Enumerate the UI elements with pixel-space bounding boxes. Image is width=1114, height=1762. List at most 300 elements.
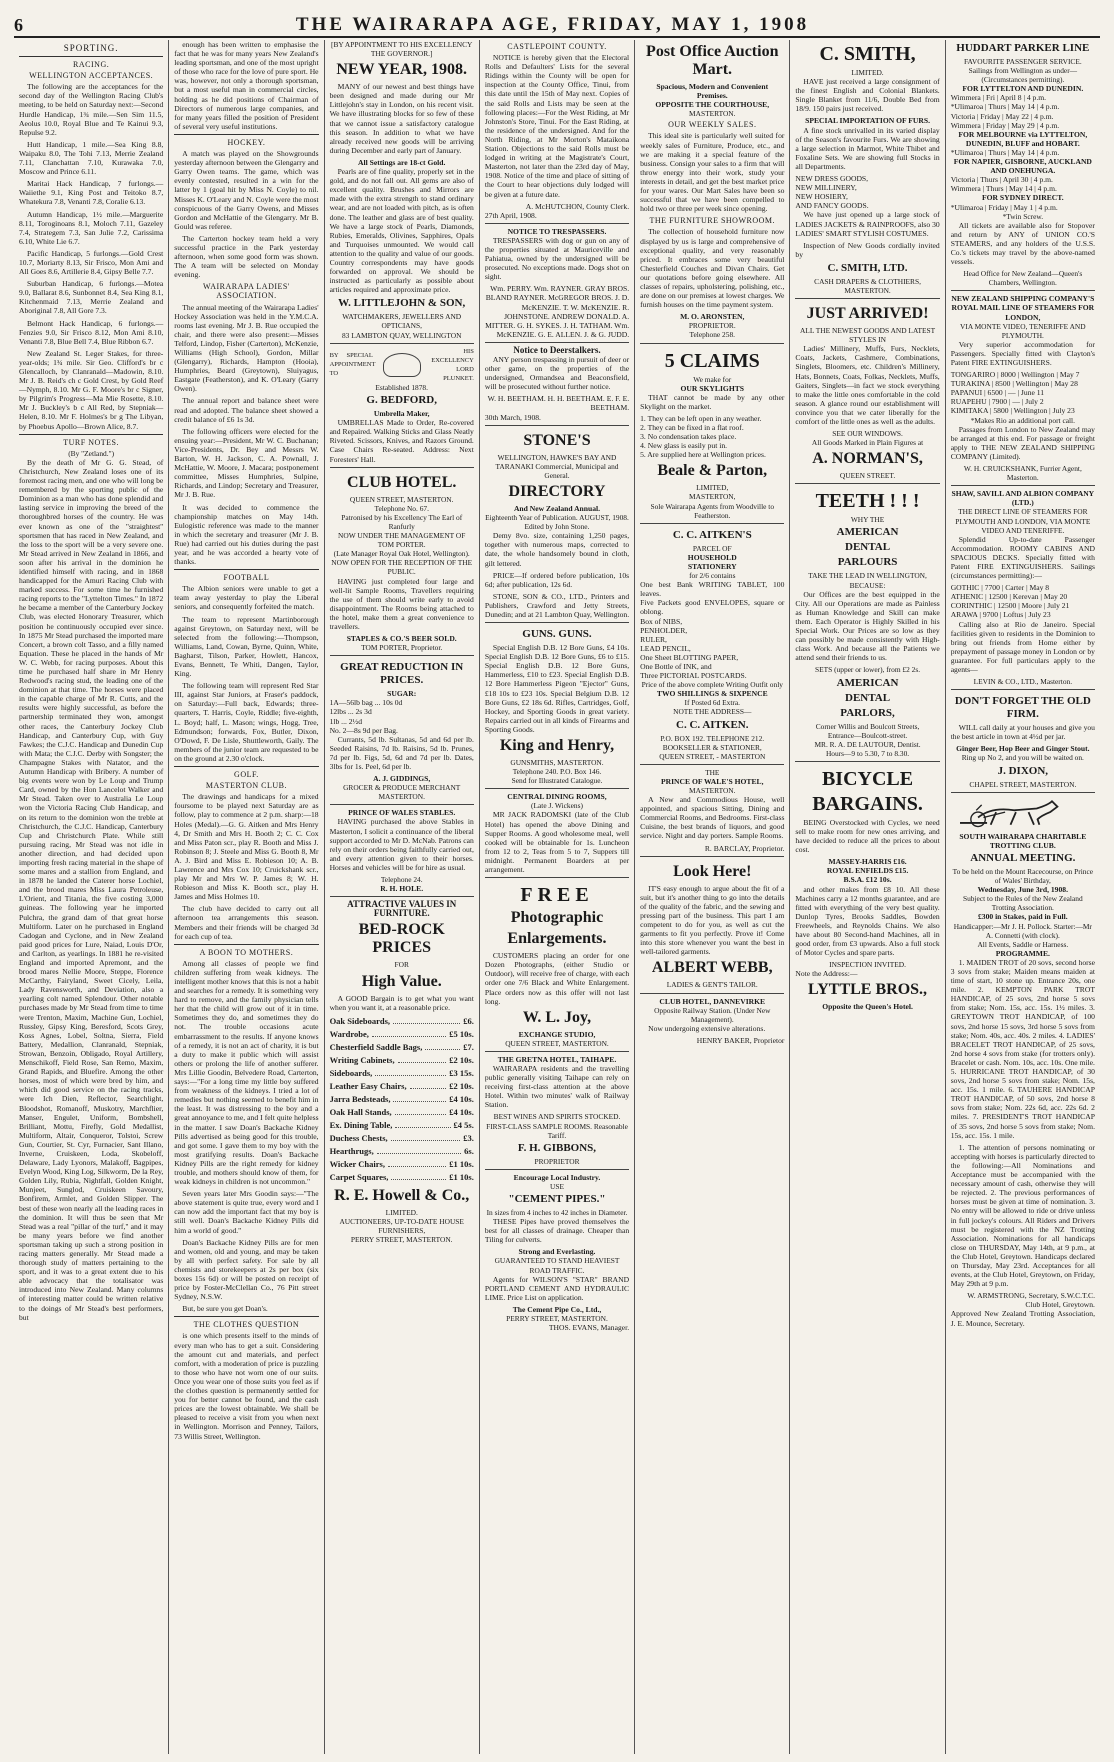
ad-text: MANY of our newest and best things have been designed and made during our Mr Littlejohn's stay in London, on his recent visit. We have illustrating blocks for so few of these that we cannot issue a satisfactory catalogue this season. In addition to what we have already received new goods will be arriving during December and early part of January. <box>329 82 474 155</box>
claim-item: 1. They can be left open in any weather. <box>640 413 762 423</box>
opposite-line: OPPOSITE THE COURTHOUSE, <box>655 100 770 110</box>
prince-telephone: Telephone 24. <box>380 875 423 885</box>
programme-heading: PROGRAMME. <box>995 948 1050 958</box>
prince-stables-heading: PRINCE OF WALES STABLES. <box>348 808 456 818</box>
central-heading: CENTRAL DINING ROOMS, <box>507 792 607 802</box>
dental-entrance: Entrance—Boulcott-street. <box>827 730 908 740</box>
furniture-item-name: Oak Hall Stands, <box>329 1106 392 1117</box>
webb-name: ALBERT WEBB, <box>651 959 773 977</box>
sporting-heading: SPORTING. <box>63 43 119 53</box>
sugar-item: 1A—56lb bag ... 10s 0d <box>329 698 403 708</box>
beale-address: MASTERTON, <box>689 492 736 502</box>
king-telephone: Telephone 240. P.O. Box 146. <box>512 767 602 777</box>
prince-stables-ad <box>330 804 474 893</box>
trespass-heading: NOTICE TO TRESPASSERS. <box>507 226 607 236</box>
new-year-heading: NEW YEAR, 1908. <box>336 61 468 79</box>
association-line: Approved New Zealand Trotting Association, J. E. Mounce, Secretary. <box>950 1309 1095 1328</box>
bedrock-heading: BED-ROCK PRICES <box>358 921 445 957</box>
subject-line: Subject to the Rules of the New Zealand Trotting Association. <box>963 894 1083 913</box>
football-heading: FOOTBALL <box>223 573 270 583</box>
giddings-ad <box>330 655 474 801</box>
sailing-row: Wimmera | Fri | April 8 | 4 p.m. <box>950 93 1047 103</box>
ad-text: Agents for WILSON'S "STAR" BRAND PORTLAND CEMENT AND HYDRAULIC LIME. Price List on application. <box>484 1274 630 1302</box>
hole-name: R. H. HOLE. <box>380 884 424 894</box>
furniture-item <box>330 1054 474 1067</box>
article-paragraph: The club have decided to carry out all afternoon tea arrangements this season. Members and their friends will be charged 3d for each cup of tea. <box>174 904 319 941</box>
trotting-heading: SOUTH WAIRARAPA CHARITABLE TROTTING CLUB. <box>959 831 1087 850</box>
norman-ad <box>795 298 939 480</box>
howell-address: PERRY STREET, MASTERTON. <box>350 1234 453 1244</box>
article-paragraph: The annual report and balance sheet were read and adopted. The balance sheet showed a credit balance of £6 1s 3d. <box>174 396 319 424</box>
ad-text: This ideal site is particularly well suited for weekly sales of Furniture, Produce, etc., and we are making it a special feature of the business. Consign your sales to a firm that will throw energy into their work, study your interests in detail, and get the best market price for your wares. Our Mart Sales have been so successful that we have been compelled to hold two or three per week since opening. <box>640 131 785 214</box>
aronsten-proprietor: PROPRIETOR. <box>688 321 736 331</box>
leader-dots <box>410 1080 447 1089</box>
furniture-item-name: Chesterfield Saddle Bags, <box>329 1041 423 1052</box>
article-paragraph: The team to represent Martinborough against Greytown, on Saturday next, will be selected from the following:—Thompson, Williams, Land, Cowan, Byrne, Quinn, White, Bagharst, Tilson, Parker, Howlett, Hancox, Evans, Bennett, Te Whiti, Dangen, Taylor, King. <box>174 614 319 679</box>
webb-ad <box>640 856 784 990</box>
prince-hotel-heading: PRINCE OF WALE'S HOTEL, <box>660 776 764 786</box>
furniture-item <box>330 1015 474 1028</box>
leader-dots <box>391 1132 461 1141</box>
littlejohn-address: 83 LAMBTON QUAY, WELLINGTON <box>341 330 462 340</box>
smith-ltd-name: C. SMITH, LTD. <box>827 261 908 274</box>
furniture-item <box>330 1171 474 1184</box>
furniture-item-name: Wicker Chairs, <box>329 1158 385 1169</box>
furniture-item-price: £4 10s. <box>449 1093 474 1104</box>
new-goods-item: NEW HOSIERY, <box>795 192 848 202</box>
ad-text: All tickets are available also for Stopover and return by ANY of UNION CO.'S STEAMERS, and any holders of the U.S.S. Co.'s tickets may travel by the above-named vessels. <box>950 220 1095 267</box>
ad-text: We have just opened up a large stock of LADIES JACKETS & RAINPROOFS, also 30 LADIES' SMART STYLISH COSTUMES. <box>795 210 940 238</box>
stationery-price-note: Price of the above complete Writing Outfit only <box>641 680 783 690</box>
steamer-row: KIMITAKA | 5800 | Wellington | July 23 <box>950 406 1075 416</box>
ad-text: PRICE—If ordered before publication, 10s 6d; after publication, 12s 6d. <box>484 570 630 589</box>
appointment-left: BY SPECIAL APPOINTMENT TO <box>329 352 376 378</box>
masthead <box>14 8 1100 38</box>
sailing-row: *Ulimaroa | Thurs | May 14 | 4 p.m. <box>950 147 1060 157</box>
gibbons-proprietor: PROPRIETOR <box>534 1156 580 1166</box>
furniture-item-price: £2 10s. <box>449 1080 474 1091</box>
cement-sizes: In sizes from 4 inches to 42 inches in Diameter. <box>486 1208 628 1217</box>
steamer-row: TURAKINA | 8500 | Wellington | May 28 <box>950 379 1078 389</box>
figures-line: All Goods Marked in Plain Figures at <box>811 438 924 448</box>
ad-text: Special English D.B. 12 Bore Guns, £4 10s. Special English D.B. 12 Bore Guns, £6 to £15. Special English D.B. 12 Bore Guns, Hammerless, £10 to £23. Special English D.B. 12 Bore Hammerless Pigeon "Ejector" Guns, £18 10s to £23 10s. Special Belgium D.B. 12 Bore Guns, £2 18s 6d. Rifles, Cartridges, Golf, Hockey, and Sporting Goods in great variety. Repairs carried out in all kinds of Firearms and Sporting Goods. <box>484 643 630 734</box>
bedford-trade: Umbrella Maker, <box>373 409 430 419</box>
article-paragraph: Pacific Handicap, 5 furlongs.—Gold Crest 10.7, Moriarty 8.13, Sir Frisco, Mon Ami and All Goes 8.6, Artillerie 8.4, Gipsy Belle 7.7. <box>19 248 164 277</box>
note-address: NOTE THE ADDRESS— <box>673 707 752 717</box>
for-price: for 2/6 contains <box>689 571 736 581</box>
club-dannevirke-heading: CLUB HOTEL, DANNEVIRKE <box>659 996 766 1006</box>
sailing-row: Victoria | Friday | May 22 | 4 p.m. <box>950 111 1054 121</box>
bedford-ad <box>330 343 474 464</box>
webb-trade: LADIES & GENT'S TAILOR. <box>666 980 758 990</box>
article-paragraph: Belmont Hack Handicap, 6 furlongs.—Fenzies 9.0, Sir Frisco 8.12, Mon Ami 8.10, Venanti 7.8, Blue Bell 7.4, Blue Ribbon 6.7. <box>19 318 164 346</box>
column-4 <box>480 40 635 1754</box>
two-shillings: TWO SHILLINGS & SIXPENCE <box>656 689 768 699</box>
furniture-price-list <box>330 1015 474 1184</box>
for-word: FOR <box>394 960 409 970</box>
aronsten-telephone: Telephone 258. <box>689 330 735 340</box>
posted-extra: If Posted 6d Extra. <box>684 698 740 708</box>
furniture-item <box>330 1119 474 1132</box>
joy-name: W. L. Joy, <box>522 1008 592 1026</box>
stones-sub: WELLINGTON, HAWKE'S BAY AND TARANAKI Commercial, Municipal and General. <box>495 452 619 480</box>
showroom-heading: THE FURNITURE SHOWROOM. <box>649 216 776 226</box>
great-reduction-heading: GREAT REDUCTION IN PRICES. <box>340 661 464 687</box>
weekly-heading: OUR WEEKLY SALES. <box>668 120 757 130</box>
king-catalogue: Send for Illustrated Catalogue. <box>511 776 603 786</box>
club-management: NOW UNDER THE MANAGEMENT OF TOM PORTER. <box>338 531 466 550</box>
article-paragraph: Hutt Handicap, 1 mile.—Sea King 8.8, Waipaku 8.0, The Tohi 7.13, Merrie Zealand 7.11, Clanchattan 7.10, Kurawaka 7.0, Moscow and Prince 6.11. <box>19 139 164 177</box>
article-paragraph: is one which presents itself to the minds of every man who has to get a suit. Considering the amount cut and materials, and perfect comfort, with a moderation of price is puzzling to those who have not worn one of our suits. Once you wear one of those suits you feel as if the clothes question is permanently settled for you for better cannot be found, and the cash prices are the lowest obtainable. We shall be pleased to receive a visit from you when next in Wellington. Morrison and Penney, Tailors, 73 Willis Street, Wellington. <box>174 1331 319 1441</box>
ad-text: and other makes from £8 10. All these Machines carry a 12 months guarantee, and are fitted with everything of the very best quality. Dunlop Tyres, Brooks Saddles, Bowden Freewheels, and Reynolds Chains. We also have about 80 Second-hand Machines, all in good order, from £3 upwards. Also a full stock of Motor Cycles and spare parts. <box>795 884 940 958</box>
cement-ad <box>485 1169 629 1332</box>
central-dining-ad <box>485 788 629 874</box>
the-word: THE <box>705 767 720 777</box>
ginger-line: Ginger Beer, Hop Beer and Ginger Stout. <box>956 744 1090 754</box>
aitken-contact: P.O. BOX 192. TELEPHONE 212. <box>660 733 765 743</box>
column-3 <box>325 40 480 1754</box>
skylights-ad <box>640 343 784 520</box>
royal-crest-icon <box>383 353 421 377</box>
gretna-ad <box>485 1051 629 1166</box>
page-number: 6 <box>14 15 25 35</box>
beale-agents: Sole Wairarapa Agents from Woodville to Featherston. <box>650 501 775 520</box>
attractive-heading: ATTRACTIVE VALUES IN FURNITURE. <box>347 899 457 919</box>
norman-name: A. NORMAN'S, <box>812 450 923 468</box>
stationery-item: One best Bank WRITING TABLET, 100 leaves. <box>640 580 785 599</box>
central-late: (Late J. Wickens) <box>531 801 583 811</box>
arrived-sub: ALL THE NEWEST GOODS AND LATEST STYLES IN <box>799 326 936 345</box>
photographic-heading: Photographic <box>510 909 604 927</box>
club-dannevirke-sub: Opposite Railway Station. (Under New Management). <box>654 1005 771 1024</box>
inspection-invited: INSPECTION INVITED. <box>829 960 906 970</box>
new-goods-item: AND FANCY GOODS. <box>795 201 869 211</box>
divider <box>174 134 318 135</box>
note-address: Note the Address:— <box>795 969 858 979</box>
ad-text: HAVE just received a large consignment of the finest English and Colonial Blankets. Single Blanket from 11/6, Double Bed from 18/9. 150 pairs just received. <box>795 77 940 114</box>
sailing-row: Victoria | Thurs | April 30 | 4 p.m. <box>950 175 1053 185</box>
club-telephone: Telephone No. 67. <box>374 503 429 513</box>
ad-text: The collection of household furniture now displayed by us is large and comprehensive of exceptional quality, and very reasonably priced. It embraces some very beautiful Chesterfield Couches and Divan Chairs. Get our quotations before going elsewhere. All classes of repairs, upholstering, polishing, etc., are done on our premises at lowest charges. We furnish houses on the time payment system. <box>640 227 785 310</box>
stationery-item: RULER, <box>640 634 667 644</box>
leader-dots <box>425 1041 460 1050</box>
dentist-name: MR. R. A. DE LAUTOUR, Dentist. <box>814 739 921 749</box>
claims-sub: We make for <box>693 374 732 384</box>
furniture-item <box>330 1145 474 1158</box>
column-2 <box>169 40 324 1754</box>
furniture-item-name: Duchess Chests, <box>329 1132 388 1143</box>
smith-heading: C. SMITH, <box>819 43 916 65</box>
take-lead: TAKE THE LEAD IN WELLINGTON, <box>808 571 927 581</box>
aitken-address: QUEEN STREET, - MASTERTON <box>659 751 766 761</box>
article-paragraph: The drawings and handicaps for a mixed foursome to be played next Saturday are as follow, play to commence at 2 p.m. sharp:—18 Holes (Medal).—G. G. Aitken and Mrs Henry 4, Dr Smith and Mrs H. Booth 2; C. C. Cox and Miss Paton scr., play R. Booth and Miss J. Robinson 8; J. Steele and Miss G. Booth 8, Mr A. J. Bird and Miss E. Robieson 10; A. B. Lawrence and Mrs Cox 10; Cruickshank scr., play Mr and Mrs W. P. James 8; W. H. Robieson and Miss K. Booth scr., play H. James and Miss Holmes 10. <box>174 792 319 902</box>
furniture-item-price: £3 15s. <box>449 1067 474 1078</box>
furniture-item <box>330 1106 474 1119</box>
steamer-row: PAPANUI | 6500 | — | June 11 <box>950 388 1045 398</box>
cement-company: The Cement Pipe Co., Ltd., <box>512 1304 602 1314</box>
enlargements-heading: Enlargements. <box>507 930 607 948</box>
furniture-item-name: Sideboards, <box>329 1067 373 1078</box>
turf-notes-heading: TURF NOTES. <box>63 437 119 447</box>
notice-text: TRESPASSERS with dog or gun on any of the properties situated at Mauriceville and Pahiatua, owned by the undersigned will be prosecuted. No exceptions made. Dogs shot on sight. <box>484 235 630 282</box>
ad-text: CUSTOMERS placing an order for one Dozen Photographs, (either Studio or Outdoor), will receive free of charge, with each order one 7/6 Black and White Enlargement. Place orders now as this offer will not last long. <box>484 951 630 1006</box>
new-goods-item: NEW MILLINERY, <box>795 183 857 193</box>
article-paragraph: It was decided to commence the championship matches on May 14th. Eulogistic reference was made to the manner in which the secretary and treasurer (Mr J. B. Rue) had carried out his duties during the past year, and he was accorded a hearty vote of thanks. <box>174 502 319 567</box>
article-paragraph: Autumn Handicap, 1½ mile.—Marguerite 8.11, Toroginoans 8.1, Moloch 7.11, Gazeley 7.4, Strategem 7.3, San Julie 7.2, Carissima 6.10, White Lie 6.7. <box>19 209 164 246</box>
guns-heading: GUNS. GUNS. <box>522 628 592 641</box>
steamer-row: ATHENIC | 12500 | Kerevan | May 20 <box>950 592 1068 602</box>
ad-subheading: All Settings are 18-ct Gold. <box>358 157 446 167</box>
ladies-heading: WAIRARAPA LADIES' ASSOCIATION. <box>203 282 290 301</box>
aitken-trade: BOOKSELLER & STATIONER, <box>662 742 762 752</box>
sets-price: SETS (upper or lower), from £2 2s. <box>815 665 921 675</box>
aitken-heading: C. C. AITKEN'S <box>672 528 752 541</box>
lyttle-name: LYTTLE BROS., <box>808 981 928 999</box>
racing-heading: RACING. <box>73 60 110 70</box>
photo-ad <box>485 877 629 1048</box>
divider <box>174 1316 318 1317</box>
smith-trade: CASH DRAPERS & CLOTHIERS, <box>814 276 921 286</box>
cement-guaranteed: GUARANTEED TO STAND HEAVIEST ROAD TRAFFIC. <box>494 1256 620 1275</box>
bicycle-heading: BICYCLE <box>821 767 914 790</box>
club-address: QUEEN STREET, MASTERTON. <box>349 494 454 504</box>
beale-limited: LIMITED, <box>696 483 729 493</box>
dont-forget-heading: DON'T FORGET THE OLD FIRM. <box>954 695 1091 721</box>
castlepoint-heading: CASTLEPOINT COUNTY. <box>507 42 607 51</box>
new-goods-item: NEW DRESS GOODS, <box>795 174 869 184</box>
norman-address: QUEEN STREET. <box>839 471 896 481</box>
furniture-item <box>330 1158 474 1171</box>
just-arrived-heading: JUST ARRIVED! <box>806 305 929 323</box>
leader-dots <box>395 1106 447 1115</box>
events-line: All Events, Saddle or Harness. <box>977 939 1069 949</box>
divider <box>174 944 318 945</box>
column-1 <box>14 40 169 1754</box>
leader-dots <box>393 1093 446 1102</box>
nzsc-via: VIA MONTE VIDEO, TENERIFFE AND PLYMOUTH. <box>960 321 1086 340</box>
deer-heading: Notice to Deerstalkers. <box>513 344 601 355</box>
because-heading: BECAUSE: <box>849 580 886 590</box>
established: Established 1878. <box>375 383 428 392</box>
ad-text: HAVING just completed four large and well-lit Sample Rooms, Travellers requiring the use of them should write early to avoid disappointment. The Rooms being attached to the hotel, make them a great convenience to travellers. <box>329 576 474 631</box>
furniture-item <box>330 1028 474 1041</box>
article-paragraph: Maritai Hack Handicap, 7 furlongs.—Waiiethe 9.1, King Post and Teitoko 8.7, Whatekura 7.8, Venanti 7.8, Coralie 6.13. <box>19 179 164 207</box>
ad-text: THAT cannot be made by any other Skylight on the market. <box>640 392 785 411</box>
sailing-row: Wimmera | Friday | May 29 | 4 p.m. <box>950 120 1060 130</box>
ad-text: A New and Commodious House, well appointed, and spacious Sitting, Dining and Commercial Rooms, and Bedrooms. First-class Cuisine, the best brands of liquors, and good service. Night and day porters. Sample Rooms. <box>640 795 785 841</box>
dixon-ad <box>951 689 1095 788</box>
ad-text: MR JACK RADOMSKI (late of the Club Hotel) has opened the above Dining and Supper Rooms. A good wholesome meal, well cooked will be obtainable for 1s. Luncheon from 12 to 2, Teas from 5 to 7, Suppers till midnight. Permanent Boarders at per arrangement. <box>484 810 630 875</box>
article-paragraph: The annual meeting of the Wairarapa Ladies' Hockey Association was held in the Y.M.C.A. rooms last evening. Mr J. B. Rue occupied the chair, and there were also present:—Misses Telford, Lindop, Fisher (Carterton), McKenzie, Williams (High School), Gordon, Millar (Glengarry), Richards, Hampton (Hooia), Humphries, Beard (Greytown), Sluiyagus, Eastgate (Featherston), and K. O'Leary (Garry Owen). <box>174 302 319 394</box>
furniture-item-price: £7. <box>463 1041 474 1052</box>
columns <box>14 40 1100 1754</box>
directory-sub: And New Zealand Annual. <box>513 503 601 513</box>
lyttle-address: Opposite the Queen's Hotel. <box>822 1002 913 1012</box>
newspaper-title: THE WAIRARAPA AGE, FRIDAY, MAY 1, 1908 <box>295 14 810 35</box>
furniture-item-price: £5 10s. <box>449 1028 474 1039</box>
stationery-item: One Sheet BLOTTING PAPER, <box>640 652 739 662</box>
article-paragraph: A match was played on the Showgrounds yesterday afternoon between the Glengarry and Garry Owen teams. The game, which was evenly contested, resulted in a win for the latter by 1 (goal hit by Miss N. Coyle) to nil. Misses K. O'Leary and N. Coyle were the most conspicuous of the Garry Owens, and Misses Gordon and McHattie of the Glengarry. Mr B. Gould was referee. <box>174 149 319 231</box>
use-word: USE <box>550 1181 564 1191</box>
leader-dots <box>375 1067 446 1076</box>
furniture-item <box>330 1093 474 1106</box>
baker-proprietor: HENRY BAKER, Proprietor <box>696 1035 785 1045</box>
notice-signatures: Wm. PERRY. Wm. RAYNER. GRAY BROS. BLAND RAYNER. McGREGOR BROS. J. D. McKENZIE. T. W. McKENZIE. R. JOHNSTONE. ANDREW DONALD. A. MITTER. G. H. SYKES. J. H. TATHAM. Wm. McKENZIE. G. E. ALLEN. J. & G. JUDD. <box>485 284 630 339</box>
furniture-item <box>330 1132 474 1145</box>
article-paragraph: By the death of Mr G. G. Stead, of Christchurch, New Zealand loses one of its foremost racing men, and one who will long be remembered by the sporting public of the Dominion as a man who has done splendid and lasting service in improving the breed of the thoroughbred horses of the country. He was ever known as one of the "straightest" sportsmen that has raced in New Zealand, and the loss to the sport will be a very severe one. Mr Stead arrived in New Zealand in 1866, and soon after his arrival in the dominion he identified himself with racing, and in 1868 handicapped for the Amuri Racing Club with marked success. For some time he furnished racing reports to the "Lyttelton Times." In 1872 he became a member of the Canterbury Jockey Club, was elected Honorary Treasurer, which position he continuously occupied ever since. In 1875 Mr Stead purchased the imported mare Concert, a brown colt Tasso, and a filly named Equation. These he placed in the hands of Mr W. C. Webb, for racing purposes. About this time he purchased half share in Mr Henry Redwood's racing stud, the leading one of the dominion at that time. The horses were placed in the capable charge of Mr R. Cutts, and the results were highly successful, as before the partnership terminated they won, amongst other races, the Canterbury Jockey Club Handicap, and Canterbury Cup, with Guy Fawkes; the C.J.C. Handicap and Dunedin Cup with Mata; the C.J.C. Derby with Songster; the Champagne Stakes with Natator, and the Autumn Handicap with Bribery. A number of big events were won by Le Loup and Trump Card, owned by the Hon Lancelot Walker and Mr Stead. Taken over to Australia Le Loup won the Victoria Racing Club Handicap, and on its return to the dominion won the treble at Christchurch, the C.J.C. Handicap, Canterbury Cup and Christchurch Plate. While still pursuing racing, Mr Stead was not idle in another direction, and had decided upon importing fresh racing material in the shape of some mares and a stallion from England, and in 1878 he landed the Caterer horse Lochiel, and the brood mares Miss Laura Petroleuse, L'Orient, and Titania, the five costing 3,000 guineas. The following year he imported Pulchra, the grand dam of that great horse Multiform. Later on he purchased in England Cadogan and Cyclone, and in New Zealand paid good prices for Lure, Naiad, Louis D'Or, and Carlton, as yearlings. In 1881 he re-visited England and imported Apremont, and the brood mares Nellie Moore, Steppe, Florence McCarthy, Fairyland, Sweet Cicely, Leila, Lady Ravensworth, and Deviation, also a yearling colt named Splendour. Other notable purchases made by Mr Stead from time to time were Trenton, Maxim, Machine Gun, Lochiel, Russley, Gipsy King, Beresford, Scots Grey, Koss Agnes, Lobel, Soltna, Sierra, Field Battery, Medallion, Clanranald, Stepniak, Strowan, Benzoin, Obligado, Royal Artillery, Menschikoff, Field Rose, San Remo, Maxim, Grand Rapids, and Bluefire. Among the other horses, most of which were bred by him, and which did good service on the racing tracks, were Ich Dien, Reflector, Searchlight, Bloodshot, Romanoff, Muskotry, Marchflier, Manser, Engulet, Uniform, Bombshell, Brilliant, Mottu, Firefly, Gold Medallist, Multiform, Altair, Conqueror, Tolstoi, Screw Gun, Courtier, St. Cyr, Furnacier, Sant Illano, Inverne, Cruiskeen, Loda, Skobeloff, Delaware, Lady Lyonors, Malakoff, Bagpipes, Evelyn Wood, King Log, Silkworm, De la Rey, Golden Lily, Rubia, Nightfall, Golden Knight, Munjeet, Sunglod, Cruiskeen Savoury, Bonfirem, Armlet, and Golden Slipper. The best of these won nearly all the leading races in the dominion. It will thus be seen that Mr Stead was a real "pillar of the turf," and it may be many years before we find another sportsman taking up such a strong position in racing matters generally. Mr Stead made a thorough study of matters pertaining to the sport, and it was to a great extent due to his able advocacy that the totalisator was introduced into New Zealand. Many columns of interesting matter could be written relative to the doings of Mr Stead's best performers, but <box>19 457 164 1322</box>
stationery-item: One Bottle of INK, and <box>640 661 712 671</box>
bsa-price: B.S.A. £12 10s. <box>843 875 892 885</box>
king-trade: GUNSMITHS, MASTERTON. <box>510 758 604 767</box>
huddart-favourite: FAVOURITE PASSENGER SERVICE. <box>963 57 1082 66</box>
stationery-item: LEAD PENCIL, <box>640 643 691 653</box>
spacious-line: Spacious, Modern and Convenient Premises. <box>656 82 769 101</box>
article-paragraph: The following are the acceptances for the second day of the Wellington Racing Club's meeting, to be held on Saturday next:—Second Hurdle Handicap, 1¾ mile.—Sen Sim 11.5, Aeolus 10.0, Royal Blue and Te Kainui 9.3, Repulse 9.2. <box>19 82 164 137</box>
clothes-heading: THE CLOTHES QUESTION <box>193 1320 300 1330</box>
cement-manager: THOS. EVANS, Manager. <box>548 1323 630 1333</box>
ad-text: HAVING purchased the above Stables in Masterton, I solicit a continuance of the liberal support accorded to Mr D. McNab. Patrons can rely on their orders being faithfully carried out, and every attention given to their horses. Horses and vehicles will be for hire as usual. <box>329 817 474 872</box>
article-paragraph: Seven years later Mrs Goodin says:—"The above statement is quite true, every word and I can now add the important fact that my boy is still well. Doan's Backache Kidney Pills did him a world of good." <box>174 1189 319 1235</box>
skylights-heading: OUR SKYLIGHTS <box>680 383 745 393</box>
divider <box>174 766 318 767</box>
high-value-heading: High Value. <box>361 972 442 990</box>
ad-text: WILL call daily at your houses and give you the best article in town at 4½d per jar. <box>950 723 1095 742</box>
ad-text: A GOOD Bargain is to get what you want when you want it, at a reasonable price. <box>329 993 474 1012</box>
huddart-office: Head Office for New Zealand—Queen's Chambers, Wellington. <box>963 269 1083 288</box>
furniture-item <box>330 1067 474 1080</box>
article-paragraph: Suburban Handicap, 6 furlongs.—Motea 9.0, Ballarat 8.6, Sunbonnet 8.4, Sea King 8.1, Kitchenmaid 7.13, Merrie Zealand and Aboriginal 7.8, All Gore 7.3. <box>19 279 164 316</box>
leader-dots <box>395 1119 450 1128</box>
steamer-row: RUAPEHU | 7900 | — | July 2 <box>950 397 1044 407</box>
leader-dots <box>398 1054 447 1063</box>
column-7 <box>946 40 1100 1754</box>
article-paragraph: Doan's Backache Kidney Pills are for men and women, old and young, and may be taken by all with perfect safety. For sale by all chemists and storekeepers at 2s per box (six boxes 15s 6d) or will be posted on receipt of price by Foster-McClellan Co., 76 Pitt street Sydney, N.S.W. <box>174 1237 319 1302</box>
leader-dots <box>393 1015 460 1024</box>
divider <box>19 434 163 435</box>
giddings-trade: GROCER & PRODUCE MERCHANT MASTERTON. <box>343 783 461 802</box>
nzsc-ad <box>951 290 1095 482</box>
sailing-row: Wimmera | Thurs | May 14 | 4 p.m. <box>950 184 1057 194</box>
stakes-line: £300 in Stakes, paid in Full. <box>977 912 1068 922</box>
furniture-item-name: Oak Sideboards, <box>329 1015 391 1026</box>
club-proprietor: TOM PORTER, Proprietor. <box>361 643 443 653</box>
look-here-heading: Look Here! <box>673 862 752 880</box>
furniture-item-name: Ex. Dining Table, <box>329 1119 393 1130</box>
aitken-ad <box>640 523 784 761</box>
stationery: STATIONERY <box>687 561 737 571</box>
twin-screw-note: *Twin Screw. <box>1002 211 1044 221</box>
steamer-row: GOTHIC | 7700 | Carter | May 8 <box>950 583 1050 593</box>
ad-text: 1. MAIDEN TROT of 20 sovs, second horse 3 sovs from stake; Maiden means maiden at time of start, 10 stone up. Entrance 20s, one mile. 2. KEMPTON PARK TROT HANDICAP, of 25 sovs, 2nd horse 5 sovs from stake; Nom. 15s, acc. 15s. 1½ miles. 3. GREYTOWN TROT HANDICAP, of 100 sovs, 2nd horse 15 sovs, 3rd horse 5 sovs from stake; Nom. 40s, acc. 40s. 2 miles. 4. LADIES' BRACELET TROT HANDICAP, of 25 sovs, 2nd horse 4 sovs from stake (for trotters only). Bracelet or cash. Nom. 10s, acc. 10s. One mile. 5. HURRICANE TROT HANDICAP, of 30 sovs, 2nd horse 5 sovs from stake; Nom. 15s, acc. 15s. 1 mile. 6. TAUHERE HANDICAP TROT HANDICAP, of 50 sovs, 2nd horse 8 sovs from stake; Nom. 22s 6d, acc. 22s 6d. 2 miles. 7. PRESIDENT'S TROT HANDICAP of 35 sovs, 2nd horse 5 sovs from stake; Nom. 15s, acc. 15s. 1 mile. <box>950 957 1095 1140</box>
claim-item: 4. New glass is easily put in. <box>640 441 728 451</box>
cement-address: PERRY STREET, MASTERTON. <box>506 1314 608 1324</box>
giddings-name: A. J. GIDDINGS, <box>373 774 431 784</box>
dixon-address: CHAPEL STREET, MASTERTON. <box>969 779 1077 789</box>
bicycle-ad <box>795 761 939 1012</box>
dental-word: DENTAL <box>845 541 891 554</box>
directory-edition: Eighteenth Year of Publication. AUGUST, 1908. Edited by John Stone. <box>485 513 629 532</box>
ad-text: Ladies' Millinery, Muffs, Furs, Necklets, Coats, Jackets, Cashmere, Combinations, Singlets, Bloomers, etc. Children's Millinery, Hats, Bonnets, Coats, Folkas, Necklets, Muffs, Gaiters, Singlets—in fact we stock everything to make the little ones comfortable in the cold season. A glance round our establishment will convince you that we cater liberally for the comfort of the little ones as well as the adults. <box>795 344 940 426</box>
ad-text: Very superior accommodation for Passengers. Specially fitted with Clayton's Patent FIRE EXTINGUISHERS. <box>950 339 1095 367</box>
prince-hotel-ad <box>640 764 784 853</box>
furniture-item-price: 6s. <box>464 1145 474 1156</box>
route-heading: FOR SYDNEY DIRECT. <box>982 193 1064 203</box>
free-heading: FREE <box>520 884 594 907</box>
annual-meeting-heading: ANNUAL MEETING. <box>970 851 1076 864</box>
wellington-heading: WELLINGTON ACCEPTANCES. <box>29 71 154 81</box>
shaw-heading: SHAW, SAVILL AND ALBION COMPANY (LTD.) <box>951 489 1095 508</box>
ad-text: WAIRARAPA residents and the travelling public generally visiting Taihape can rely on receiving first-class attention at the above Hotel. Within two minutes' walk of Railway Station. <box>484 1063 630 1110</box>
article-paragraph: But, be sure you get Doan's. <box>182 1304 268 1314</box>
dixon-name: J. DIXON, <box>997 764 1049 777</box>
ad-text: Demy 8vo. size, containing 1,250 pages, together with numerous maps, corrected to date, the whole handsomely bound in cloth, gilt lettered. <box>484 531 630 568</box>
leader-dots <box>391 1171 446 1180</box>
ad-text: Our Offices are the best equipped in the City. All our Operations are made as Painless as Human Knowledge and Skill can make them. Each Operator is Highly Skilled in his Special Work. Our Prices are so low as they can possibly be made consistently with High-class Work. And because all the Patients we attend send their friends to us. <box>795 589 940 663</box>
article-paragraph: The Carterton hockey team held a very successful practice in the Park yesterday afternoon, when some good form was shown. The A team will be selected on Monday evening. <box>174 233 319 280</box>
sugar-item: 12lbs ... 2s 3d <box>329 707 372 717</box>
stones-heading: STONE'S <box>523 431 591 449</box>
nzsc-note: *Makes Rio an additional port call. <box>970 415 1075 425</box>
claim-item: 5. Are supplied here at Wellington prices. <box>640 450 766 460</box>
parcel-of: PARCEL OF <box>692 543 732 553</box>
windows-line: SEE OUR WINDOWS. <box>832 429 903 439</box>
why-the: WHY THE <box>850 515 885 525</box>
article-paragraph: The following officers were elected for the ensuing year:—President, Mr W. C. Buchanan; Vice-Presidents, Dr. Bey and Messrs W. Barton, W. H. Jackson, C. A. Pownall, J. McHattie, W. Moore, J. Macara; postponement committee, Misses Humphries, Sulpine, Richards, and Lindop; Secretary and Treasurer, Mr J. B. Rue. <box>174 426 319 500</box>
byline: (By "Zetland.") <box>68 448 115 458</box>
furniture-item <box>330 1080 474 1093</box>
guns-ad <box>485 622 629 785</box>
furniture-item-name: Jarra Bedsteads, <box>329 1093 391 1104</box>
dental-word-2: DENTAL <box>845 691 891 704</box>
furniture-item-price: £6. <box>463 1015 474 1026</box>
claims-heading: 5 CLAIMS <box>664 349 760 372</box>
leader-dots <box>388 1158 446 1167</box>
studio-name: EXCHANGE STUDIO, <box>518 1029 596 1039</box>
notice-text: NOTICE is hereby given that the Electoral Rolls and Defaulters' Lists for the several Ridings within the County will be open for inspection at the County Office, Tinui, from this date until the 15th of May next. Copies of the said Rolls and Lists may be seen at the following places:—For the West Riding, at Mr Johnston's Store, Tinui. For the East Riding, at the residence of the undersigned. And for the North Riding, at Mr Morton's Mataikona Station. Objections to the said Rolls must be lodged in writing at the Magistrate's Court, Masterton, not later than the 23rd day of May, 1908. Notice of the time and place of sitting of the Court to hear objections duly lodged will be given at a future date. <box>484 53 630 199</box>
furniture-item-price: £3. <box>463 1132 474 1143</box>
leader-dots <box>377 1145 461 1154</box>
furniture-item-name: Leather Easy Chairs, <box>329 1080 407 1091</box>
leader-dots <box>372 1028 446 1037</box>
steamer-row: TONGARIRO | 8000 | Wellington | May 7 <box>950 370 1080 380</box>
ad-text: Inspection of New Goods cordially invited by <box>795 240 940 259</box>
howell-name: R. E. Howell & Co., <box>334 1186 470 1204</box>
steamer-row: CORINTHIC | 12500 | Moore | July 21 <box>950 601 1070 611</box>
royal-price: ROYAL ENFIELDS £15. <box>826 866 909 876</box>
american-word-2: AMERICAN <box>836 676 899 689</box>
joy-address: QUEEN STREET, MASTERTON. <box>505 1038 609 1048</box>
stones-directory-ad <box>485 425 629 619</box>
boon-heading: A BOON TO MOTHERS. <box>199 947 294 957</box>
ad-text: STONE, SON & CO., LTD., Printers and Publishers, Crawford and Jetty Streets, Dunedin; and at 21 Lambton Quay, Wellington. <box>484 591 630 619</box>
route-heading: FOR MELBOURNE via LYTTELTON, DUNEDIN, BLUFF and HOBART. <box>958 129 1088 148</box>
furniture-item-price: £4 10s. <box>449 1106 474 1117</box>
club-late: (Late Manager Royal Oak Hotel, Wellington). <box>333 549 470 559</box>
appointment-line: [BY APPOINTMENT TO HIS EXCELLENCY THE GOVERNOR.] <box>331 40 473 59</box>
furniture-item-price: £2 10s. <box>449 1054 474 1065</box>
sailing-row: *Ulimaroa | Thurs | May 14 | 4 p.m. <box>950 102 1060 112</box>
ad-text: IT'S easy enough to argue about the fit of a suit, but it's another thing to go into the details of the quality of the fabric, and the sewing and pressing part of the business. This part I am competent to do for you, as well as cut the garments to fit you perfectly. Prove it! Come into this store whenever you want the best in well-tailored garments. <box>640 883 785 957</box>
furniture-item-price: £1 10s. <box>449 1171 474 1182</box>
notice-date: 30th March, 1908. <box>484 412 541 422</box>
club-hotel-line: Club Hotel, Greytown. <box>1025 1300 1095 1310</box>
club-hotel-ad <box>330 467 474 653</box>
cement-heading: "CEMENT PIPES." <box>508 1193 606 1205</box>
post-office-heading: Post Office Auction Mart. <box>646 43 779 78</box>
trotting-horse-icon <box>951 796 1095 830</box>
ad-text: THESE Pipes have proved themselves the best for all classes of drainage. Cheaper than Tiling for culverts. <box>484 1217 630 1245</box>
furniture-item-price: £1 10s. <box>449 1158 474 1169</box>
